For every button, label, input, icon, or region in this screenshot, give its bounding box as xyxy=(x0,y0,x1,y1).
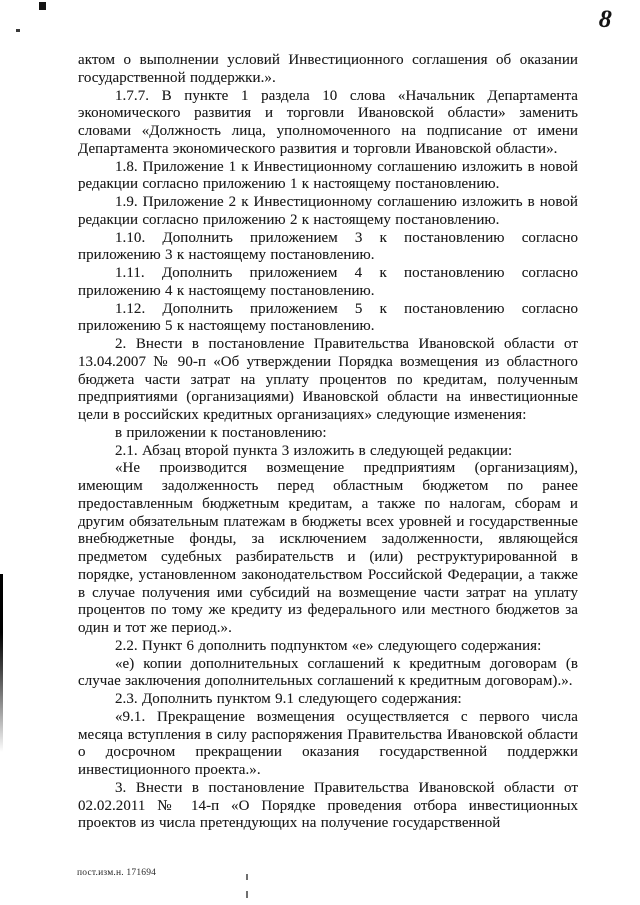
footer-stamp: пост.изм.н. 171694 xyxy=(77,868,157,878)
paragraph: 2.2. Пункт 6 дополнить подпунктом «е» следующего содержания: xyxy=(115,637,542,654)
scan-artifact-edge-streak xyxy=(0,574,3,752)
paragraph: «е) копии дополнительных соглашений к кредитным договорам (в случае заключения дополнительных соглашений к кредитным договорам).». xyxy=(78,655,578,690)
paragraph: 1.11. Дополнить приложением 4 к постановлению согласно приложению 4 к настоящему постановлению. xyxy=(78,265,578,299)
scan-artifact-speck xyxy=(246,891,248,898)
paragraph: 1.12. Дополнить приложением 5 к постановлению согласно приложению 5 к настоящему постановлению. xyxy=(78,300,578,335)
document-body xyxy=(78,52,578,880)
handwritten-page-number: 8 xyxy=(598,5,613,34)
paragraph: 1.9. Приложение 2 к Инвестиционному соглашению изложить в новой редакции согласно приложению 2 к настоящему постановлению. xyxy=(78,194,578,228)
paragraph: 1.8. Приложение 1 к Инвестиционному соглашению изложить в новой редакции согласно приложению 1 к настоящему постановлению. xyxy=(78,158,578,193)
scan-artifact-square xyxy=(39,2,46,10)
paragraph: 1.7.7. В пункте 1 раздела 10 слова «Начальник Департамента экономического развития и торговли Ивановской области» заменить словами «Должность лица, уполномоченного на подписание от имени Департамента экономического развития и торговли Ивановской области». xyxy=(78,87,578,157)
scan-artifact-dot xyxy=(16,29,20,32)
paragraph: «Не производится возмещение предприятиям (организациям), имеющим задолженность перед областным бюджетом по ранее предоставленным бюджетным кредитам, а также по налогам, сборам и другим обязательным платежам в бюджеты всех уровней и государственные внебюджетные фонды, за исключением задолженности, являющейся предметом судебных разбирательств и (или) реструктурированной в порядке, установленном законодательством Российской Федерации, а также в случае получения ими субсидий на возмещение части затрат на уплату процентов по тому же кредиту из федерального или местного бюджетов за один и тот же период.». xyxy=(78,460,578,636)
paragraph: в приложении к постановлению: xyxy=(115,424,327,441)
paragraph: 1.10. Дополнить приложением 3 к постановлению согласно приложению 3 к настоящему постановлению. xyxy=(78,229,578,264)
paragraph: 3. Внести в постановление Правительства Ивановской области от 02.02.2011 № 14-п «О Порядке проведения отбора инвестиционных проектов из числа претендующих на получение государственной xyxy=(78,779,578,832)
paragraph: 2.3. Дополнить пунктом 9.1 следующего содержания: xyxy=(115,691,462,707)
paragraph: актом о выполнении условий Инвестиционного соглашения об оказании государственной поддержки.». xyxy=(78,52,578,86)
paragraph: 2.1. Абзац второй пункта 3 изложить в следующей редакции: xyxy=(115,442,513,459)
paragraph: «9.1. Прекращение возмещения осуществляется с первого числа месяца вступления в силу распоряжения Правительства Ивановской области о досрочном прекращении оказания государственной поддержки инвестиционного проекта.». xyxy=(78,708,578,778)
paragraph: 2. Внести в постановление Правительства Ивановской области от 13.04.2007 № 90-п «Об утверждении Порядка возмещения из областного бюджета части затрат на уплату процентов по кредитам, полученным предприятиями (организациями) Ивановской области на инвестиционные цели в российских кредитных организациях» следующие изменения: xyxy=(78,336,578,423)
